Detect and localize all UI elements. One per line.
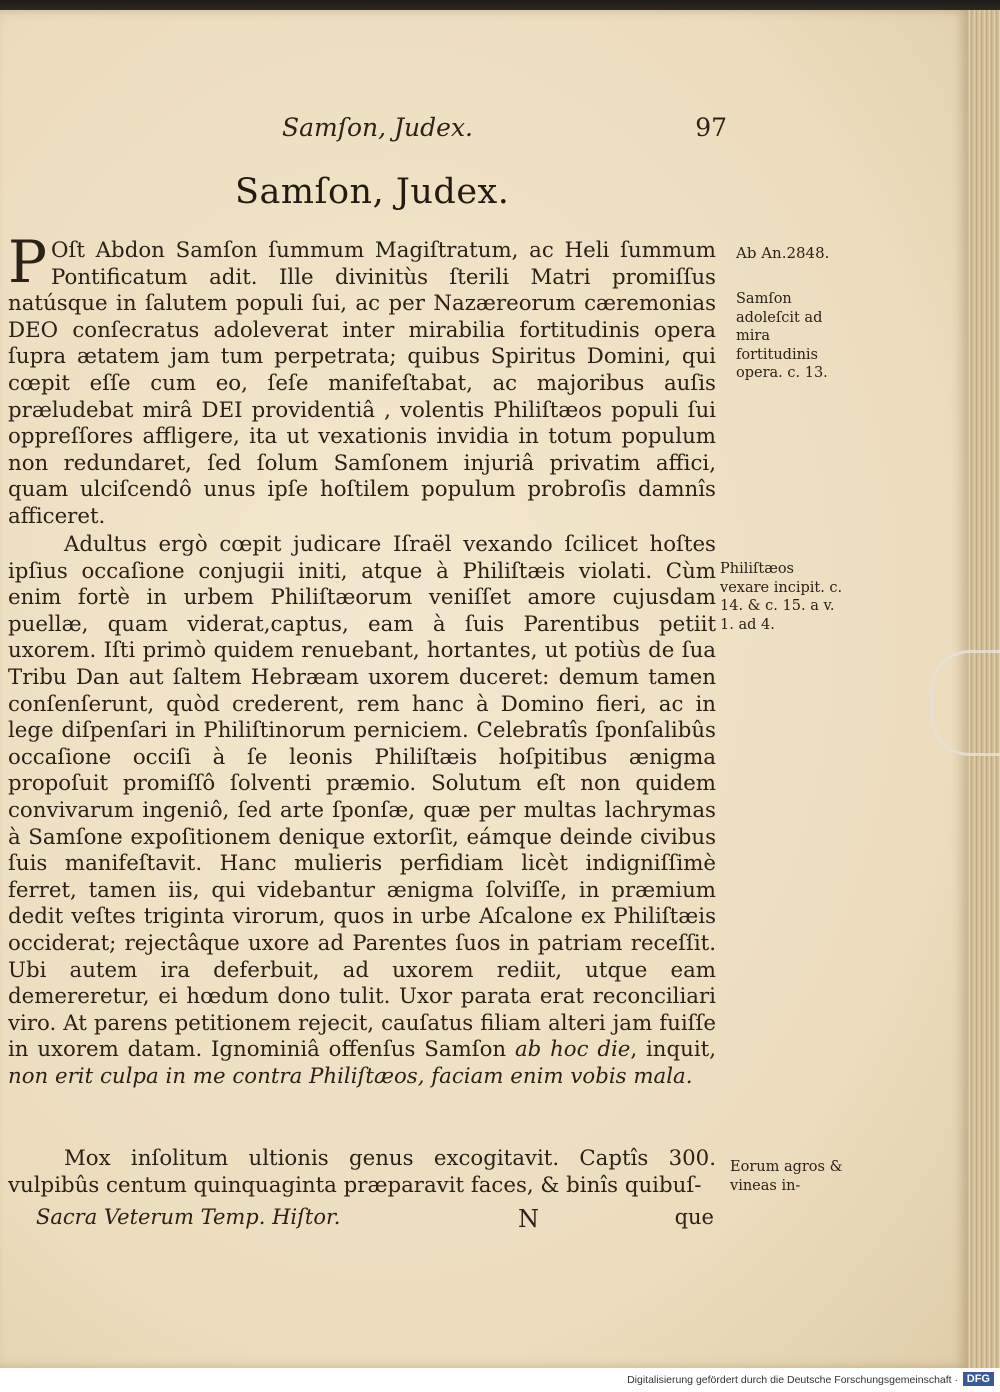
page-number: 97 <box>695 113 727 142</box>
quote-a: ab hoc die <box>514 1037 631 1063</box>
paragraph-2-text: Adultus ergò cœpit judicare Iſraël vexando ſcilicet hoſtes ipſius occaſione conjugii initi, atque à Philiſtæis violati. Cùm enim fortè in urbem Philiſtæorum veniſſet amore cujusdam puellæ, quam viderat,captus, eam à ſuis Parentibus petiit uxorem. Iſti primò quidem renuebant, hortantes, ut potiùs de ſua Tribu Dan aut ſaltem Hebræam uxorem duceret: demum tamen conſenſerunt, quòd crederent, rem hanc à Domino fieri, ac in lege diſpenſari in Philiſtinorum perniciem. Celebratîs ſponſalibûs occaſione occiſi à ſe leonis Philiſtæis hoſpitibus ænigma propoſuit promiſſô ſolventi præmio. Solutum eſt non quidem convivarum ingeniô, ſed arte ſponſæ, quæ per multas lachrymas à Samſone expoſitionem denique extorſit, eámque deinde civibus ſuis manifeſtavit. Hanc mulieris perfidiam licèt indigniſſimè ferret, tamen iis, qui videbantur ænigma ſolviſſe, in præmium dedit veſtes triginta virorum, quos in urbe Aſcalone ex Philiſtæis occiderat; rejectâque uxore ad Parentes ſuos in patriam receſſit. Ubi autem ira deferbuit, ad uxorem rediit, utque eam demereretur, ei hœdum dono tulit. Uxor parata erat reconciliari viro. At parens petitionem rejecit, cauſatus filiam alteri jam fuiſſe in uxorem datam. Ignominiâ offenſus Samſon <box>8 532 716 1063</box>
paragraph-2-mid: , inquit, <box>630 1037 716 1063</box>
quote-b: non erit culpa in me contra Philiſtæos, faciam enim vobis mala. <box>8 1063 693 1089</box>
page-clip-icon <box>930 650 1000 756</box>
catchword: que <box>674 1205 714 1229</box>
footer-bar <box>0 1368 1000 1392</box>
drop-cap: P <box>8 228 48 296</box>
paragraph-3-text: Mox inſolitum ultionis genus excogitavit. Captîs 300. vulpibûs centum quinquaginta præparavit faces, & binîs quibuſ- <box>8 1146 716 1198</box>
marginal-note-year: Ab An.2848. <box>736 244 830 262</box>
marginal-note-3: Philiſtæos vexare incipit. c. 14. & c. 15. a v. 1. ad 4. <box>720 561 843 633</box>
series-title: Sacra Veterum Temp. Hiſtor. <box>36 1205 341 1229</box>
marginal-note-4: Eorum agros & vineas in- <box>730 1159 843 1194</box>
signature-mark: N <box>518 1205 539 1233</box>
paragraph-1 <box>8 228 716 531</box>
dfg-logo: DFG <box>963 1372 994 1386</box>
running-title: Samſon, Judex. <box>282 113 474 142</box>
chapter-title: Samſon, Judex. <box>235 172 510 212</box>
marginal-note-2: Samſon adoleſcit ad mira fortitudinis opera. c. 13. <box>736 291 828 381</box>
paragraph-2 <box>8 532 716 1090</box>
paragraph-1-text: Oſt Abdon Samſon ſummum Magiſtratum, ac Heli ſummum Pontificatum adit. Ille divinitùs ſterili Matri promiſſus natúsque in ſalutem populi ſui, ac per Nazæreorum cæremonias DEO conſecratus adoleverat inter mirabilia fortitudinis opera ſupra ætatem jam tum perpetrata; quibus Spiritus Domini, qui cœpit eſſe cum eo, ſeſe manifeſtabat, ac majoribus auſis præludebat mirâ DEI providentiâ , volentis Philiſtæos populi ſui oppreſſores affligere, ita ut vexationis invidia in totum populum non redundaret, ſed ſolum Samſonem injuriâ privatim affici, quam ulciſcendô unus ipſe hoſtilem populum probroſis damnîs afficeret. <box>8 238 716 529</box>
paragraph-3 <box>8 1146 716 1199</box>
funding-credit: Digitalisierung gefördert durch die Deutsche Forschungsgemeinschaft · <box>627 1374 958 1386</box>
